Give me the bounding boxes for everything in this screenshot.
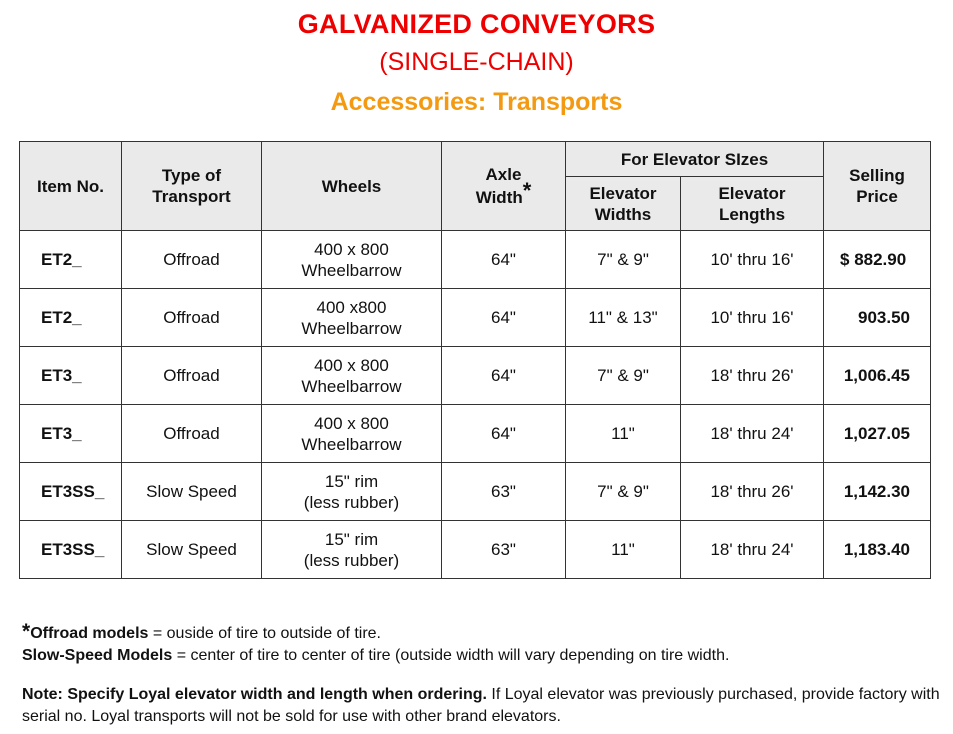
cell-wheels-line2: Wheelbarrow [301, 260, 402, 280]
cell-elevator-lengths: 18' thru 26' [681, 347, 824, 405]
cell-item-no: ET3SS_ [20, 521, 122, 579]
table-row [20, 289, 931, 347]
asterisk-mark: * [522, 178, 532, 203]
section-title: Accessories: Transports [330, 88, 623, 116]
page-subtitle: (SINGLE-CHAIN) [379, 48, 574, 76]
cell-elevator-lengths: 10' thru 16' [681, 289, 824, 347]
table-row [20, 463, 931, 521]
cell-price: 1,027.05 [824, 405, 931, 463]
footnote-asterisk: * [22, 620, 31, 643]
cell-elevator-lengths: 10' thru 16' [681, 231, 824, 289]
cell-wheels-line2: (less rubber) [303, 550, 400, 570]
header-elevator-widths [566, 177, 681, 231]
transports-table [19, 141, 931, 579]
footnote-offroad-text: = ouside of tire to outside of tire. [148, 625, 381, 642]
header-axle-line2: Width [475, 188, 523, 207]
cell-item-no: ET3SS_ [20, 463, 122, 521]
ordering-note [22, 684, 947, 728]
cell-wheels [262, 347, 442, 405]
cell-wheels-line2: Wheelbarrow [301, 376, 402, 396]
cell-wheels-line1: 400 x 800 [314, 239, 389, 259]
cell-wheels-line1: 15" rim [324, 529, 379, 549]
footnote-slow-label: Slow-Speed Models [22, 647, 173, 664]
header-price-line1: Selling [849, 166, 905, 185]
header-widths-line1: Elevator [589, 183, 657, 203]
cell-wheels-line2: Wheelbarrow [301, 434, 402, 454]
width-footnotes [22, 621, 947, 667]
table-row [20, 231, 931, 289]
header-for-elevator-sizes: For Elevator SIzes [566, 142, 824, 177]
cell-elevator-lengths: 18' thru 24' [681, 521, 824, 579]
cell-type: Offroad [122, 289, 262, 347]
cell-axle-width: 64" [442, 347, 566, 405]
header-wheels: Wheels [262, 142, 442, 231]
header-axle-width [442, 142, 566, 231]
header-type-of-transport [122, 142, 262, 231]
cell-wheels-line2: Wheelbarrow [301, 318, 402, 338]
cell-price: 903.50 [824, 289, 931, 347]
cell-type: Offroad [122, 231, 262, 289]
cell-wheels [262, 463, 442, 521]
header-type-line2: Transport [152, 187, 231, 206]
cell-type: Offroad [122, 405, 262, 463]
cell-elevator-widths: 11" [566, 405, 681, 463]
cell-price: 1,142.30 [824, 463, 931, 521]
header-axle-line1: Axle [485, 165, 522, 184]
cell-elevator-widths: 11" & 13" [566, 289, 681, 347]
cell-wheels-line2: (less rubber) [303, 492, 400, 512]
footnote-offroad-label: Offroad models [30, 625, 149, 642]
footnote-slow-text: = center of tire to center of tire (outside width will vary depending on tire width. [172, 647, 730, 664]
table-row [20, 347, 931, 405]
table-row [20, 405, 931, 463]
cell-type: Slow Speed [122, 463, 262, 521]
cell-price: $ 882.90 [824, 231, 931, 289]
header-widths-line2: Widths [594, 204, 652, 224]
table-row [20, 521, 931, 579]
cell-item-no: ET3_ [20, 405, 122, 463]
cell-elevator-widths: 11" [566, 521, 681, 579]
cell-elevator-widths: 7" & 9" [566, 347, 681, 405]
cell-axle-width: 64" [442, 231, 566, 289]
header-elevator-lengths [681, 177, 824, 231]
cell-item-no: ET2_ [20, 231, 122, 289]
cell-elevator-lengths: 18' thru 26' [681, 463, 824, 521]
cell-elevator-widths: 7" & 9" [566, 231, 681, 289]
cell-axle-width: 63" [442, 521, 566, 579]
cell-axle-width: 64" [442, 405, 566, 463]
ordering-note-label: Note: Specify Loyal elevator width and length when ordering. [22, 686, 487, 703]
cell-wheels-line1: 400 x800 [316, 297, 387, 317]
header-lengths-line1: Elevator [718, 183, 786, 203]
cell-elevator-widths: 7" & 9" [566, 463, 681, 521]
footnote-offroad [22, 621, 947, 645]
cell-wheels-line1: 400 x 800 [314, 413, 389, 433]
cell-elevator-lengths: 18' thru 24' [681, 405, 824, 463]
header-selling-price [824, 142, 931, 231]
cell-item-no: ET2_ [20, 289, 122, 347]
ordering-note-text: If Loyal elevator was previously purchased, provide factory with serial no. Loyal transports will not be sold for use with other brand elevators. [22, 686, 940, 725]
header-price-line2: Price [856, 187, 898, 206]
footnote-slow-speed [22, 645, 947, 667]
header-item-no: Item No. [20, 142, 122, 231]
cell-wheels [262, 289, 442, 347]
header-type-line1: Type of [161, 166, 222, 185]
cell-wheels-line1: 400 x 800 [314, 355, 389, 375]
cell-price: 1,006.45 [824, 347, 931, 405]
page-title: GALVANIZED CONVEYORS [297, 9, 656, 39]
cell-wheels-line1: 15" rim [324, 471, 379, 491]
cell-item-no: ET3_ [20, 347, 122, 405]
cell-axle-width: 63" [442, 463, 566, 521]
cell-axle-width: 64" [442, 289, 566, 347]
cell-wheels [262, 521, 442, 579]
cell-wheels [262, 231, 442, 289]
cell-wheels [262, 405, 442, 463]
cell-type: Slow Speed [122, 521, 262, 579]
cell-type: Offroad [122, 347, 262, 405]
cell-price: 1,183.40 [824, 521, 931, 579]
header-lengths-line2: Lengths [718, 204, 786, 224]
